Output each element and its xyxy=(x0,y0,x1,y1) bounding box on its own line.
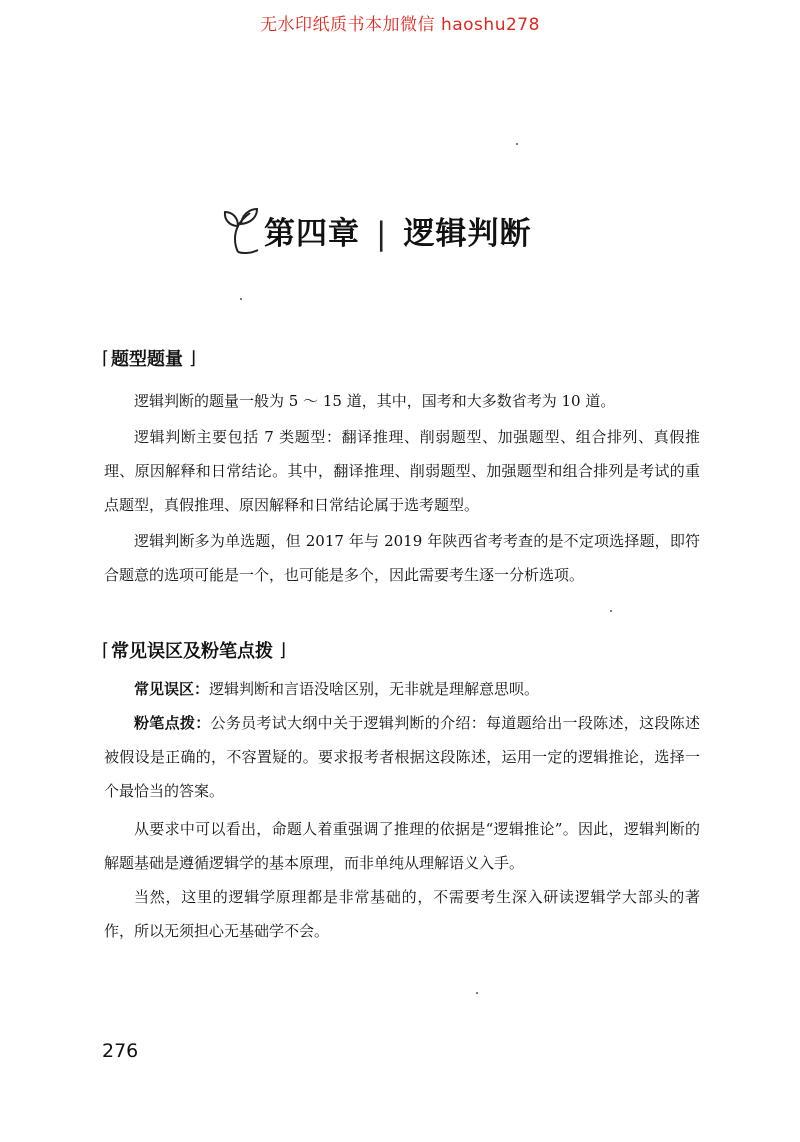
paragraph-text: 当然，这里的逻辑学原理都是非常基础的，不需要考生深入研读逻辑学大部头的著作，所以无须担心无基础学不会。 xyxy=(104,888,700,940)
section-heading-misconceptions xyxy=(102,637,286,663)
sprout-icon xyxy=(218,204,262,256)
paragraph-text: 公务员考试大纲中关于逻辑判断的介绍：每道题给出一段陈述，这段陈述被假设是正确的，不容置疑的。要求报考者根据这段陈述，运用一定的逻辑推论，选择一个最恰当的答案。 xyxy=(104,714,700,800)
paragraph-lead: 常见误区： xyxy=(134,680,210,698)
chapter-name: 逻辑判断 xyxy=(403,215,532,252)
watermark-text: 无水印纸质书本加微信 haoshu278 xyxy=(260,15,540,35)
paragraph-misconception xyxy=(104,672,700,706)
section-heading-question-types xyxy=(102,345,196,371)
paragraph-text: 逻辑判断主要包括 7 类题型：翻译推理、削弱题型、加强题型、组合排列、真假推理、原因解释和日常结论。其中，翻译推理、削弱题型、加强题型和组合排列是考试的重点题型，真假推理、原因解释和日常结论属于选考题型。 xyxy=(104,428,700,514)
chapter-number: 第四章 xyxy=(264,215,360,252)
paragraph-text: 逻辑判断的题量一般为 5 ～ 15 道，其中，国考和大多数省考为 10 道。 xyxy=(134,392,616,410)
paragraph-text: 逻辑判断多为单选题，但 2017 年与 2019 年陕西省考考查的是不定项选择题，即符合题意的选项可能是一个，也可能是多个，因此需要考生逐一分析选项。 xyxy=(104,532,700,584)
paragraph xyxy=(104,880,700,948)
bracket-close-icon: ⌋ xyxy=(279,639,287,661)
paragraph xyxy=(104,420,700,522)
paragraph-text: 逻辑判断和言语没啥区别，无非就是理解意思呗。 xyxy=(209,680,540,698)
paragraph-text: 从要求中可以看出，命题人着重强调了推理的依据是“逻辑推论”。因此，逻辑判断的解题基础是遵循逻辑学的基本原理，而非单纯从理解语义入手。 xyxy=(104,820,700,872)
chapter-separator: | xyxy=(376,215,388,252)
paragraph xyxy=(104,812,700,880)
section-heading-text: 题型题量 xyxy=(111,349,184,370)
paragraph xyxy=(104,384,700,418)
chapter-title xyxy=(264,208,531,253)
section-heading-text: 常见误区及粉笔点拨 xyxy=(111,641,274,662)
scan-speck xyxy=(610,610,612,612)
paragraph-lead: 粉笔点拨： xyxy=(134,714,211,732)
bracket-close-icon: ⌋ xyxy=(189,347,197,369)
scan-speck xyxy=(240,298,242,300)
page-number: 276 xyxy=(102,1040,139,1062)
paragraph xyxy=(104,524,700,592)
chapter-header xyxy=(218,200,531,260)
scan-speck xyxy=(476,992,478,994)
paragraph-guidance xyxy=(104,706,700,808)
bracket-open-icon: ⌈ xyxy=(102,639,110,661)
scan-speck xyxy=(516,143,518,145)
bracket-open-icon: ⌈ xyxy=(102,347,110,369)
